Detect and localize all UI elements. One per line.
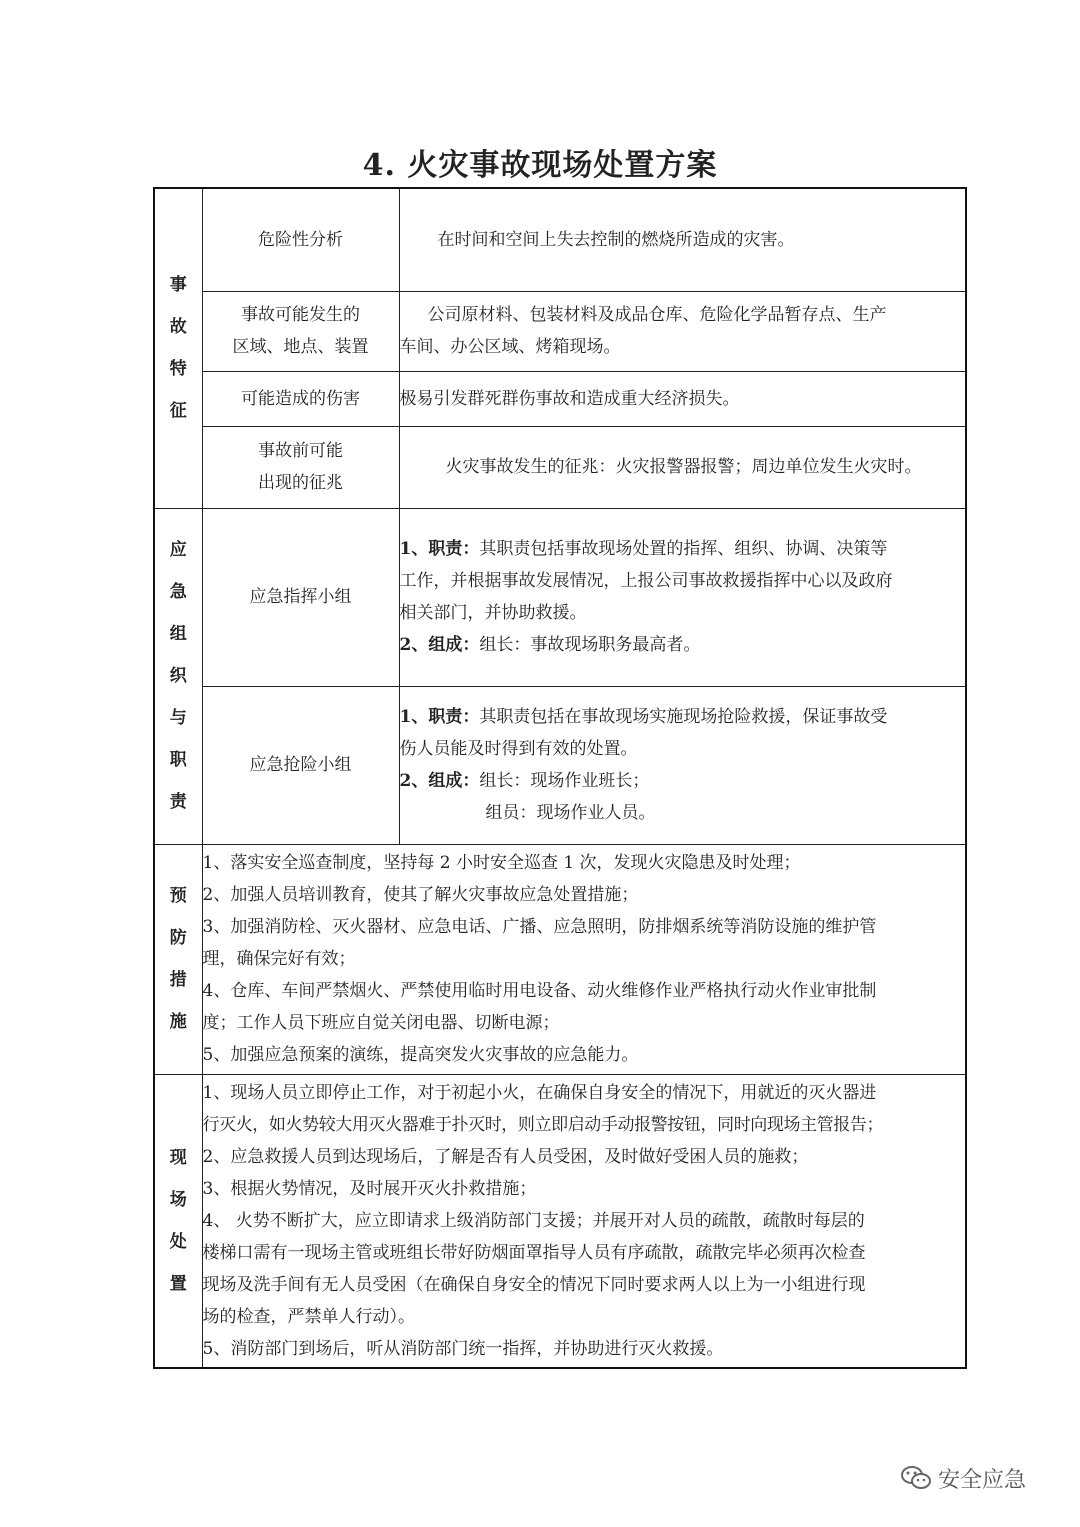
- section-header-accident: 事 故 特 征: [154, 188, 202, 508]
- table-row: [154, 844, 966, 1074]
- table-row: [154, 188, 966, 291]
- row-label-area: 事故可能发生的 区域、地点、装置: [202, 291, 399, 371]
- page-title: 4. 火灾事故现场处置方案: [362, 148, 718, 183]
- row-content-harm: 极易引发群死群伤事故和造成重大经济损失。: [399, 371, 966, 426]
- row-content-command-group: 1、职责：其职责包括事故现场处置的指挥、组织、协调、决策等 工作，并根据事故发展情况，上报公司事故救援指挥中心以及政府 相关部门，并协助救援。 2、组成：组长：事故现场职务最高者。: [399, 508, 966, 686]
- row-label-command-group: 应急指挥小组: [202, 508, 399, 686]
- row-content-rescue-group: 1、职责：其职责包括在事故现场实施现场抢险救援，保证事故受 伤人员能及时得到有效的处置。 2、组成：组长：现场作业班长； 组员：现场作业人员。: [399, 686, 966, 844]
- section-header-organization: 应 急 组 织 与 职 责: [154, 508, 202, 844]
- row-content-area: 公司原材料、包装材料及成品仓库、危险化学品暂存点、生产 车间、办公区域、烤箱现场。: [399, 291, 966, 371]
- row-content-hazard-analysis: 在时间和空间上失去控制的燃烧所造成的灾害。: [399, 188, 966, 291]
- row-label-hazard-analysis: 危险性分析: [202, 188, 399, 291]
- watermark: [900, 1460, 1026, 1496]
- table-row: [154, 371, 966, 426]
- table-row: [154, 686, 966, 844]
- wechat-icon: [900, 1464, 932, 1492]
- row-label-rescue-group: 应急抢险小组: [202, 686, 399, 844]
- watermark-text: 安全应急: [938, 1467, 1027, 1493]
- row-label-signs: 事故前可能 出现的征兆: [202, 426, 399, 508]
- section-header-prevention: 预 防 措 施: [154, 844, 202, 1074]
- table-row: [154, 1074, 966, 1368]
- fire-plan-table: [153, 187, 967, 1369]
- table-row: [154, 508, 966, 686]
- section-header-onsite: 现 场 处 置: [154, 1074, 202, 1368]
- onsite-content: 1、现场人员立即停止工作，对于初起小火，在确保自身安全的情况下，用就近的灭火器进 行灭火，如火势较大用灭火器难于扑灭时，则立即启动手动报警按钮，同时向现场主管报告； 2、应急救援人员到达现场后，了解是否有人员受困，及时做好受困人员的施救； 3、根据火势情况，及时展开灭火扑救措施； 4、 火势不断扩大，应立即请求上级消防部门支援；并展开对人员的疏散，疏散时每层的 楼梯口需有一现场主管或班组长带好防烟面罩指导人员有序疏散，疏散完毕必须再次检查 现场及洗手间有无人员受困（在确保自身安全的情况下同时要求两人以上为一小组进行现 场的检查，严禁单人行动）。 5、消防部门到场后，听从消防部门统一指挥，并协助进行灭火救援。: [202, 1074, 966, 1368]
- row-content-signs: 火灾事故发生的征兆：火灾报警器报警；周边单位发生火灾时。: [399, 426, 966, 508]
- prevention-content: 1、落实安全巡查制度，坚持每 2 小时安全巡查 1 次，发现火灾隐患及时处理； 2、加强人员培训教育，使其了解火灾事故应急处置措施； 3、加强消防栓、灭火器材、应急电话、广播、应急照明，防排烟系统等消防设施的维护管 理，确保完好有效； 4、仓库、车间严禁烟火、严禁使用临时用电设备、动火维修作业严格执行动火作业审批制 度；工作人员下班应自觉关闭电器、切断电源； 5、加强应急预案的演练，提高突发火灾事故的应急能力。: [202, 844, 966, 1074]
- table-row: [154, 426, 966, 508]
- table-row: [154, 291, 966, 371]
- row-label-harm: 可能造成的伤害: [202, 371, 399, 426]
